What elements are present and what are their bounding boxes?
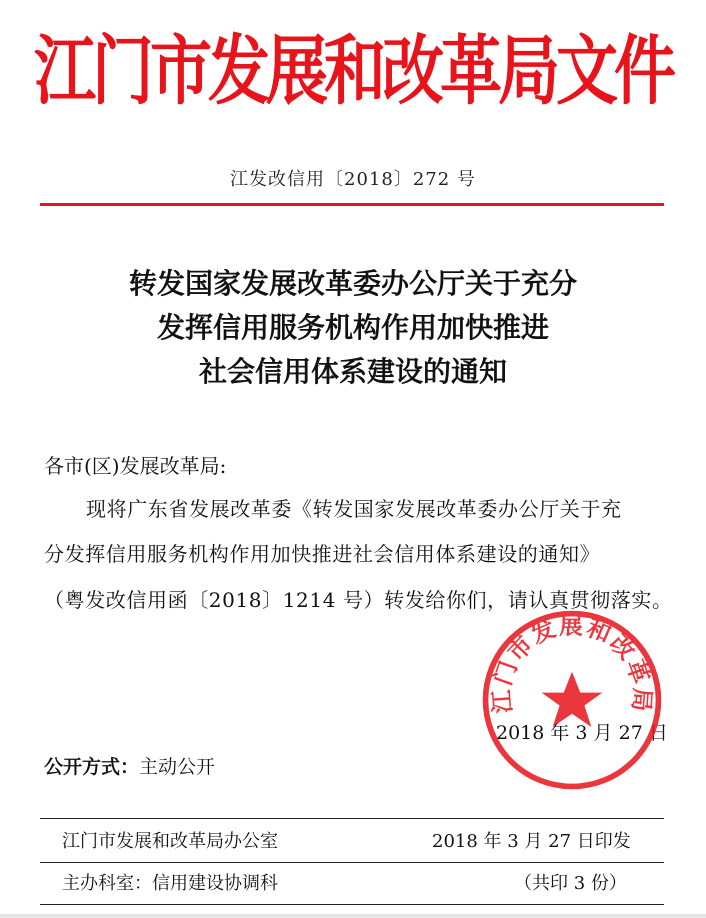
official-seal-stamp xyxy=(478,606,666,794)
notice-title-line-1: 转发国家发展改革委办公厅关于充分 xyxy=(128,267,577,300)
header-red-rule xyxy=(40,203,664,206)
disclosure-mode xyxy=(44,754,215,780)
body-line-2: 分发挥信用服务机构作用加快推进社会信用体系建设的通知》 xyxy=(44,542,601,566)
footer-issuing-office: 江门市发展和改革局办公室 xyxy=(62,831,278,852)
footer-copies: （共印 3 份） xyxy=(514,873,627,894)
body-line-3: （粤发改信用函〔2018〕1214 号）转发给你们，请认真贯彻落实。 xyxy=(44,588,673,612)
footer-rule-middle xyxy=(40,862,664,863)
footer-print-date: 2018 年 3 月 27 日印发 xyxy=(432,831,631,852)
seal-star-icon xyxy=(542,672,603,727)
footer-responsible-division: 主办科室：信用建设协调科 xyxy=(62,873,278,894)
footer-rule-bottom xyxy=(40,904,664,905)
disclosure-value: 主动公开 xyxy=(139,756,216,778)
disclosure-label: 公开方式： xyxy=(44,756,140,778)
notice-title xyxy=(0,262,706,394)
document-header-title: 江门市发展和改革局文件 xyxy=(33,26,672,116)
document-number: 江发改信用〔2018〕272 号 xyxy=(230,169,476,190)
footer-rule-top xyxy=(40,818,664,819)
issue-date: 2018 年 3 月 27 日 xyxy=(496,722,668,744)
salutation: 各市(区)发展改革局: xyxy=(44,454,227,478)
seal-arc-text: 江门市发展和改革局 xyxy=(487,611,657,715)
notice-title-line-3: 社会信用体系建设的通知 xyxy=(198,355,507,388)
notice-title-line-2: 发挥信用服务机构作用加快推进 xyxy=(156,311,549,344)
page-bottom-edge xyxy=(0,914,706,918)
body-line-1: 现将广东省发展改革委《转发国家发展改革委办公厅关于充 xyxy=(86,497,622,521)
